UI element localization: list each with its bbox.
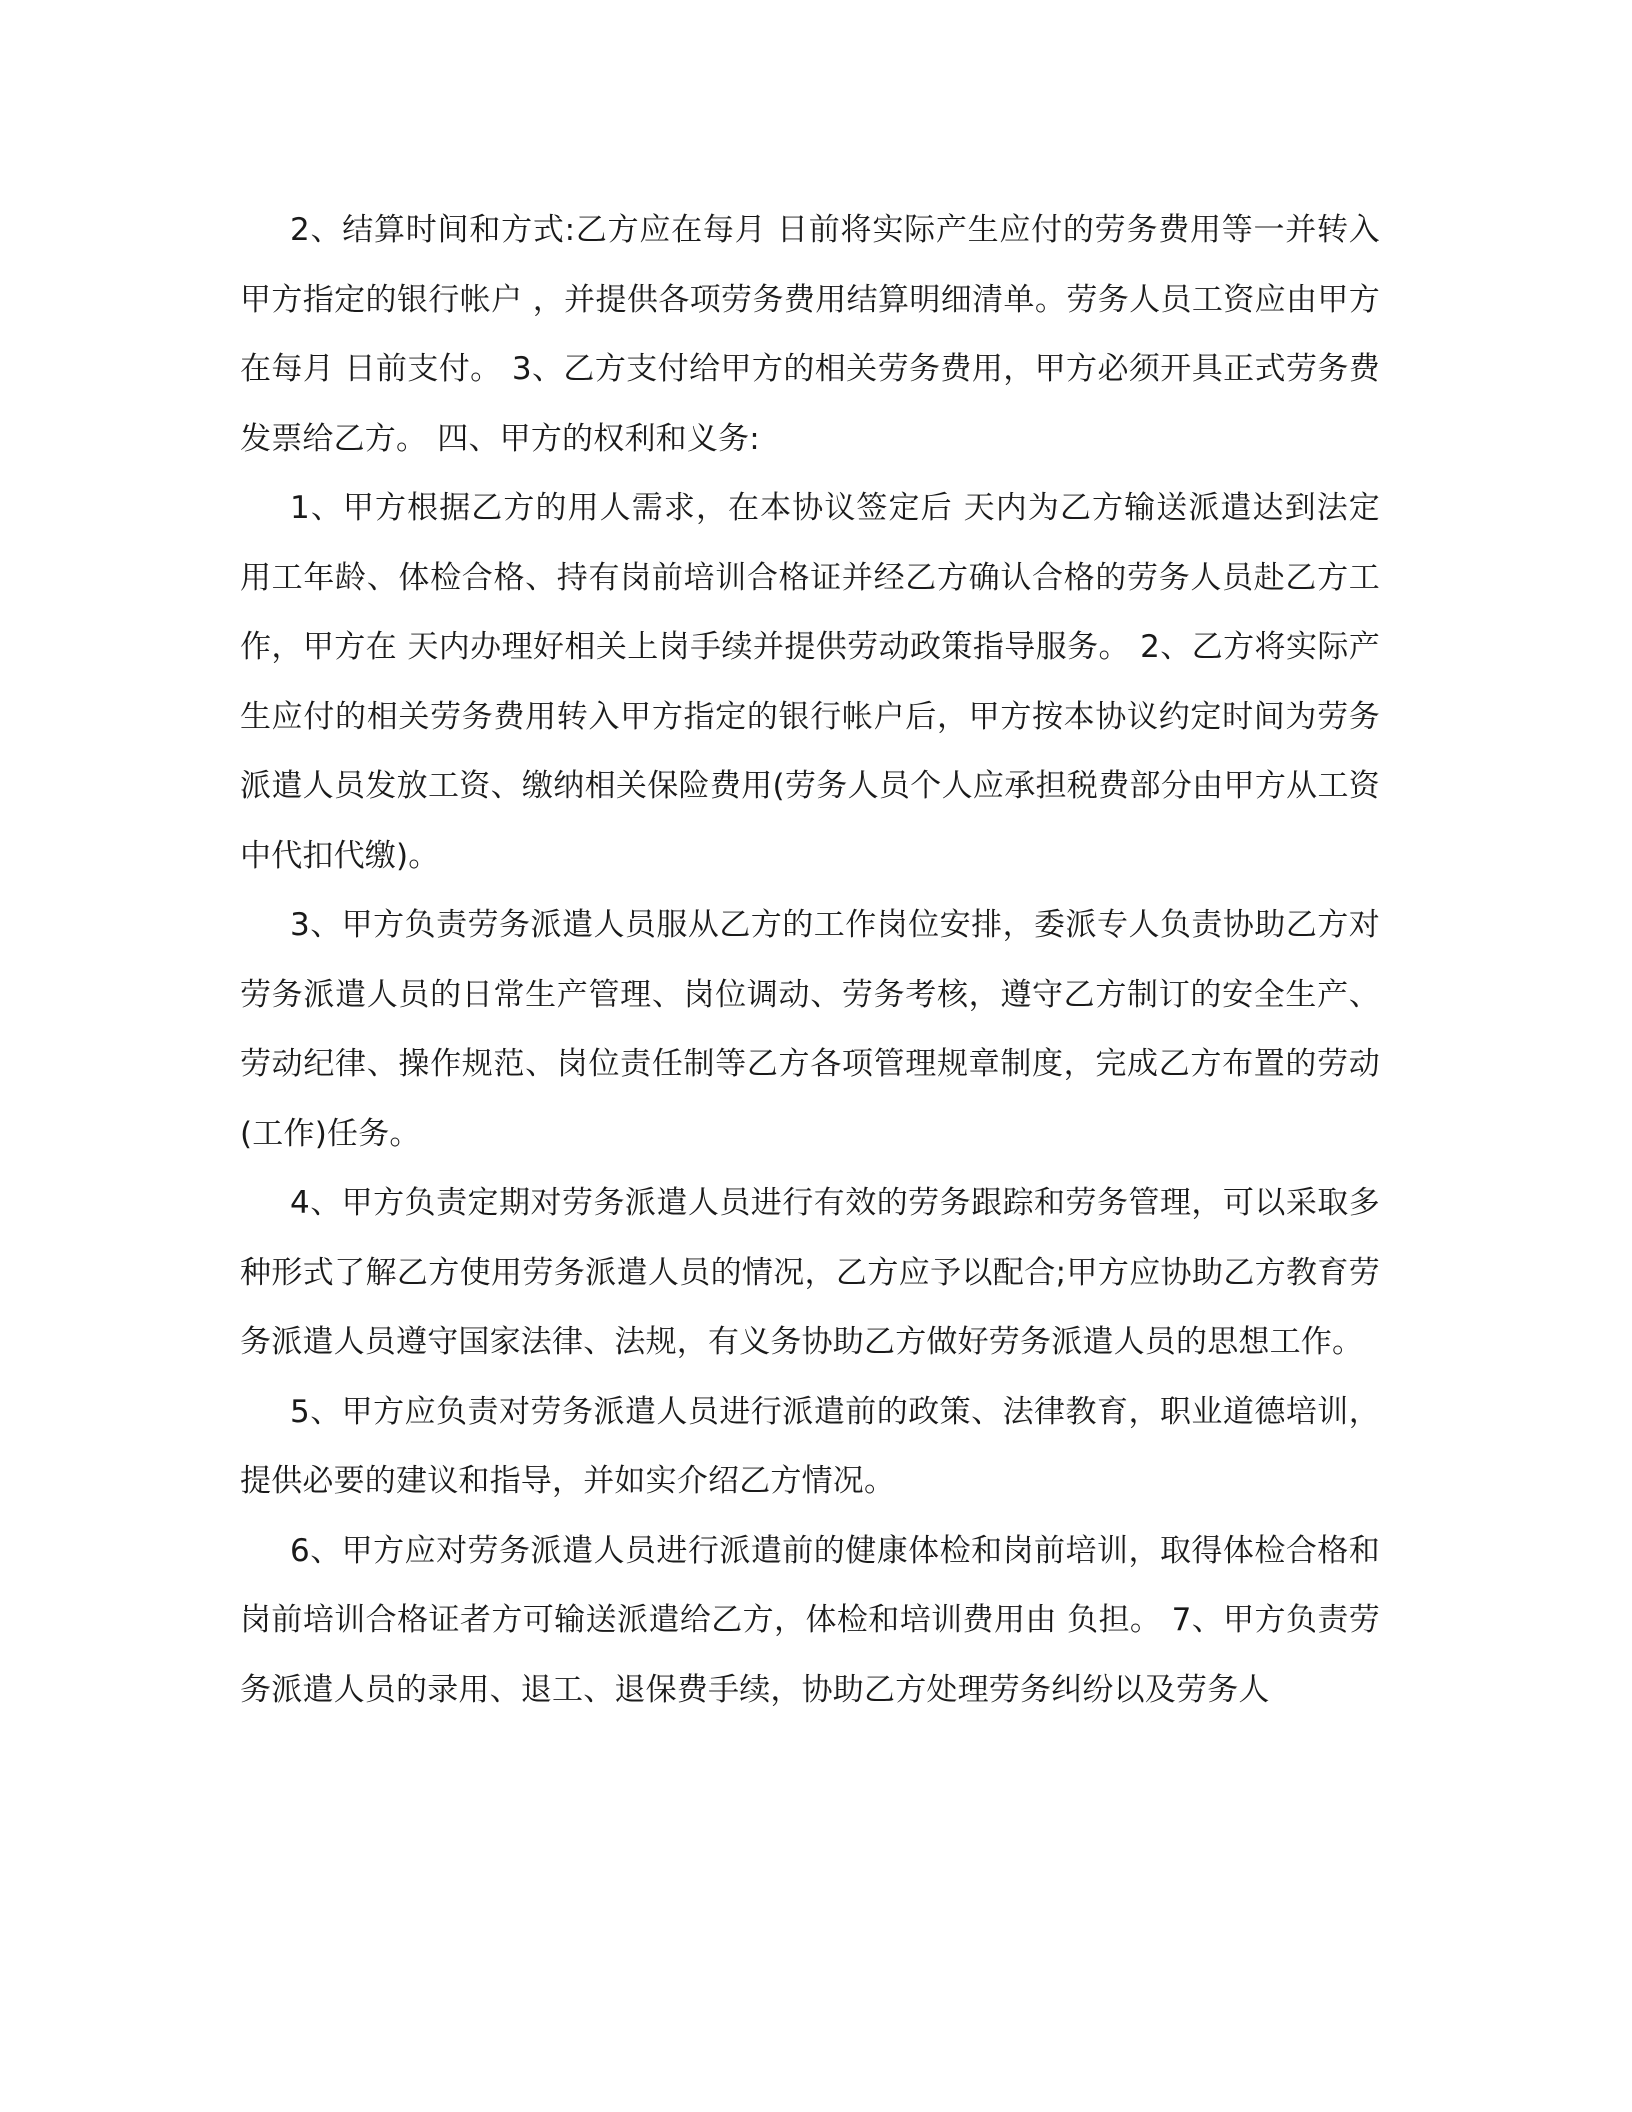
paragraph-party-a-obligation-3: 3、甲方负责劳务派遣人员服从乙方的工作岗位安排，委派专人负责协助乙方对劳务派遣人员的日常生产管理、岗位调动、劳务考核，遵守乙方制订的安全生产、劳动纪律、操作规范、岗位责任制等乙方各项管理规章制度，完成乙方布置的劳动(工作)任务。 [240,907,1380,1152]
paragraph-party-a-obligation-1: 1、甲方根据乙方的用人需求，在本协议签定后 天内为乙方输送派遣达到法定用工年龄、体检合格、持有岗前培训合格证并经乙方确认合格的劳务人员赴乙方工作，甲方在 天内办理好相关上岗手续并提供劳动政策指导服务。 2、乙方将实际产生应付的相关劳务费用转入甲方指定的银行帐户后，甲方按本协议约定时间为劳务派遣人员发放工资、缴纳相关保险费用(劳务人员个人应承担税费部分由甲方从工资中代扣代缴)。 [240,490,1380,874]
paragraph-party-a-obligation-6: 6、甲方应对劳务派遣人员进行派遣前的健康体检和岗前培训，取得体检合格和岗前培训合格证者方可输送派遣给乙方，体检和培训费用由 负担。 7、甲方负责劳务派遣人员的录用、退工、退保费手续，协助乙方处理劳务纠纷以及劳务人 [240,1532,1380,1708]
paragraph-party-a-obligation-5: 5、甲方应负责对劳务派遣人员进行派遣前的政策、法律教育，职业道德培训，提供必要的建议和指导，并如实介绍乙方情况。 [240,1393,1380,1499]
paragraph-party-a-obligation-4: 4、甲方负责定期对劳务派遣人员进行有效的劳务跟踪和劳务管理，可以采取多种形式了解乙方使用劳务派遣人员的情况，乙方应予以配合;甲方应协助乙方教育劳务派遣人员遵守国家法律、法规，有义务协助乙方做好劳务派遣人员的思想工作。 [240,1185,1380,1360]
document-body [240,196,1380,1725]
paragraph-settlement: 2、结算时间和方式:乙方应在每月 日前将实际产生应付的劳务费用等一并转入甲方指定的银行帐户 ，并提供各项劳务费用结算明细清单。劳务人员工资应由甲方在每月 日前支付。 3、乙方支付给甲方的相关劳务费用，甲方必须开具正式劳务费发票给乙方。 四、甲方的权利和义务: [240,212,1380,457]
